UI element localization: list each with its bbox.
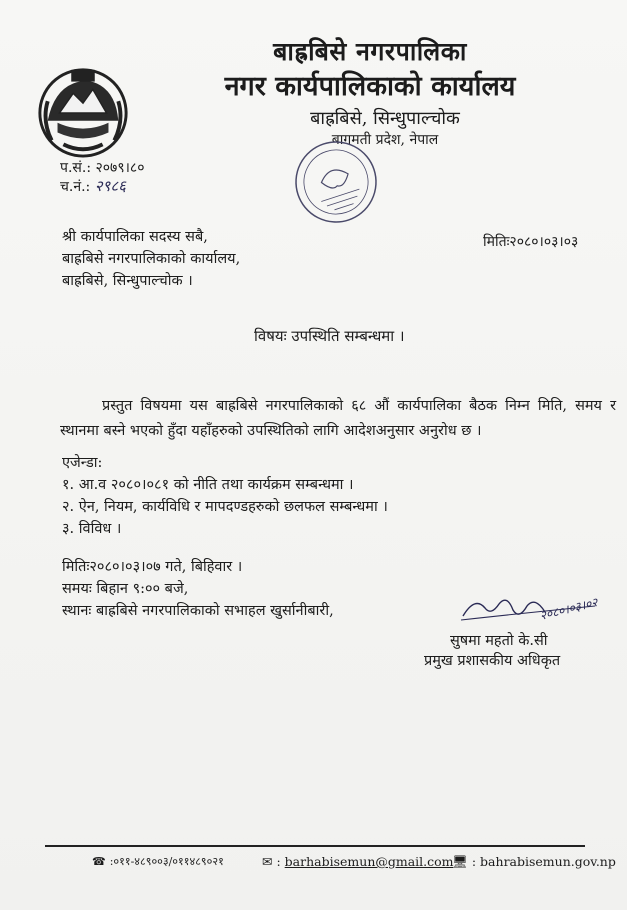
- email-link[interactable]: barhabisemun@gmail.com: [284, 854, 454, 869]
- office-name: नगर कार्यपालिकाको कार्यालय: [224, 71, 516, 102]
- dispatch-number-row: [60, 176, 126, 196]
- office-province: बागमती प्रदेश, नेपाल: [331, 132, 439, 148]
- website-link[interactable]: : bahrabisemun.gov.np: [471, 854, 616, 869]
- signature-icon: [455, 586, 605, 630]
- agenda-item: ३. विविध ।: [62, 521, 122, 537]
- agenda-title: एजेन्डा:: [62, 455, 103, 471]
- agenda-item: १. आ.व २०८०।०८१ को नीति तथा कार्यक्रम सम्बन्धमा ।: [62, 477, 354, 493]
- envelope-icon: ✉: [262, 854, 273, 869]
- dispatch-number: २९८६: [94, 177, 126, 195]
- meeting-venue: स्थानः बाह्रबिसे नगरपालिकाको सभाहल खुर्सानीबारी,: [62, 603, 334, 619]
- signatory-title: प्रमुख प्रशासकीय अधिकृत: [424, 653, 561, 669]
- signature-date: २०८०।०३।०२: [538, 595, 600, 623]
- municipality-name: बाह्रबिसे नगरपालिका: [273, 37, 467, 66]
- recipient-line-2: बाह्रबिसे नगरपालिकाको कार्यालय,: [62, 251, 241, 267]
- dispatch-label: च.नं.:: [60, 179, 91, 195]
- computer-icon: 🖥: [452, 854, 468, 869]
- phone-number: :०११-४८९००३/०११४८९०२१: [109, 855, 224, 868]
- nepal-emblem-icon: [34, 62, 132, 160]
- footer-divider: [45, 845, 585, 847]
- letter-body: प्रस्तुत विषयमा यस बाह्रबिसे नगरपालिकाको ६८ औं कार्यपालिका बैठक निम्न मिति, समय र स्थानमा बस्ने भएको हुँदा यहाँहरुको उपस्थितिको लागि आदेशअनुसार अनुरोध छ ।: [60, 398, 616, 439]
- phone-icon: ☎: [92, 855, 106, 868]
- reference-number: प.सं.: २०७९।८०: [60, 160, 145, 176]
- agenda-item: २. ऐन, नियम, कार्यविधि र मापदण्डहरुको छलफल सम्बन्धमा ।: [62, 499, 388, 515]
- footer-email[interactable]: ✉ : barhabisemun@gmail.com: [262, 854, 454, 869]
- meeting-time: समयः बिहान ९:०० बजे,: [62, 581, 189, 597]
- office-stamp-icon: [286, 132, 386, 232]
- letter-date: मितिः२०८०।०३।०३: [483, 234, 579, 250]
- signatory-name: सुषमा महतो के.सी: [450, 633, 548, 649]
- office-location: बाह्रबिसे, सिन्धुपाल्चोक: [310, 108, 460, 129]
- letter-subject: विषयः उपस्थिति सम्बन्धमा ।: [254, 327, 405, 345]
- recipient-line-3: बाह्रबिसे, सिन्धुपाल्चोक ।: [62, 273, 193, 289]
- recipient-line-1: श्री कार्यपालिका सदस्य सबै,: [62, 229, 208, 245]
- meeting-date: मितिः२०८०।०३।०७ गते, बिहिवार ।: [62, 559, 243, 575]
- footer-phone: [92, 854, 224, 869]
- footer-website[interactable]: [452, 854, 616, 870]
